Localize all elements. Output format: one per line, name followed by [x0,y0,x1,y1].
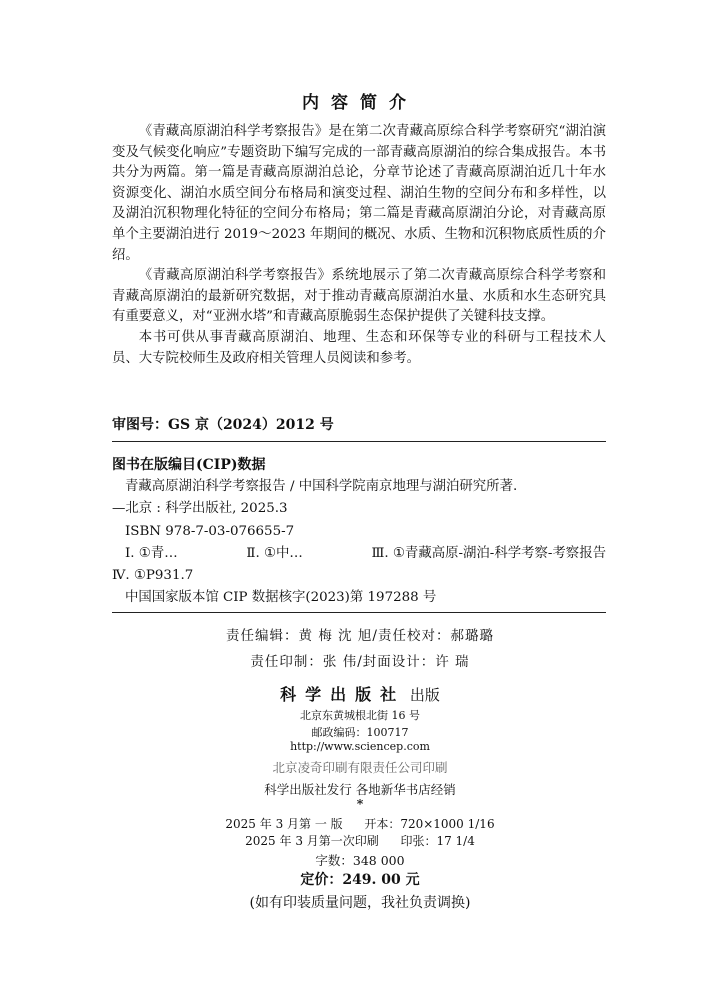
cip-class-item: Ⅲ. ①青藏高原-湖泊-科学考察-考察报告 [371,545,606,561]
cip-line: —北京 : 科学出版社, 2025.3 [112,501,288,517]
publisher-logo-text: 科学出版社 [280,685,406,704]
staff-printing: 责任印制：张 伟/封面设计：许 瑞 [250,654,470,670]
intro-section [112,122,606,369]
map-review-number: 审图号：GS 京（2024）2012 号 [112,417,334,433]
cip-line: Ⅳ. ①P931.7 [112,568,194,584]
format-info: 开本：720×1000 1/16 [364,817,495,831]
cip-isbn: ISBN 978-7-03-076655-7 [125,523,295,539]
printer-line: 北京凌奇印刷有限责任公司印刷 [272,760,448,775]
quality-notice: (如有印装质量问题，我社负责调换) [249,895,471,911]
publisher-line [0,682,720,705]
cip-heading: 图书在版编目(CIP)数据 [112,457,266,473]
print-row [0,832,720,849]
cip-class-item: Ⅱ. ①中… [246,545,303,561]
cip-line: 青藏高原湖泊科学考察报告 / 中国科学院南京地理与湖泊研究所著. [125,479,518,494]
publisher-suffix: 出版 [409,686,440,704]
intro-paragraph: 本书可供从事青藏高原湖泊、地理、生态和环保等专业的科研与工程技术人员、大专院校师生及政府相关管理人员阅读和参考。 [112,329,606,366]
intro-paragraph: 《青藏高原湖泊科学考察报告》是在第二次青藏高原综合科学考察研究“湖泊演变及气候变化响应”专题资助下编写完成的一部青藏高原湖泊的综合集成报告。本书共分为两篇。第一篇是青藏高原湖泊总论，分章节论述了青藏高原湖泊近几十年水资源变化、湖泊水质空间分布格局和演变过程、湖泊生物的空间分布和多样性，以及湖泊沉积物理化特征的空间分布格局；第二篇是青藏高原湖泊分论，对青藏高原单个主要湖泊进行 2019～2023 年期间的概况、水质、生物和沉积物底质性质的介绍。 [112,124,606,263]
page-title: 内容简介 [302,93,418,113]
divider-top [112,441,606,442]
separator-star: * [356,796,364,811]
sheets-info: 印张：17 1/4 [400,834,475,848]
word-count: 字数：348 000 [315,853,405,868]
distribution-line: 科学出版社发行 各地新华书店经销 [264,782,456,797]
edition-row [0,815,720,832]
intro-paragraph: 《青藏高原湖泊科学考察报告》系统地展示了第二次青藏高原综合科学考察和青藏高原湖泊的最新研究数据，对于推动青藏高原湖泊水量、水质和水生态研究具有重要意义，对“亚洲水塔”和青藏高原脆弱生态保护提供了关键科技支撑。 [112,268,606,325]
cip-record: 中国国家版本馆 CIP 数据核字(2023)第 197288 号 [125,590,437,606]
print-info: 2025 年 3 月第一次印刷 [245,834,379,848]
staff-editors: 责任编辑：黄 梅 沈 旭/责任校对：郝璐璐 [226,628,494,644]
cip-class-item: Ⅰ. ①青… [125,545,178,561]
publisher-address: 北京东黄城根北街 16 号 [300,709,420,722]
divider-bottom [112,612,606,613]
cip-classification [112,543,606,565]
price: 定价：249. 00 元 [300,872,420,888]
publisher-postcode: 邮政编码：100717 [311,726,409,739]
edition-info: 2025 年 3 月第 一 版 [225,817,343,831]
cip-block [112,476,606,610]
publisher-website: http://www.sciencep.com [290,740,430,753]
